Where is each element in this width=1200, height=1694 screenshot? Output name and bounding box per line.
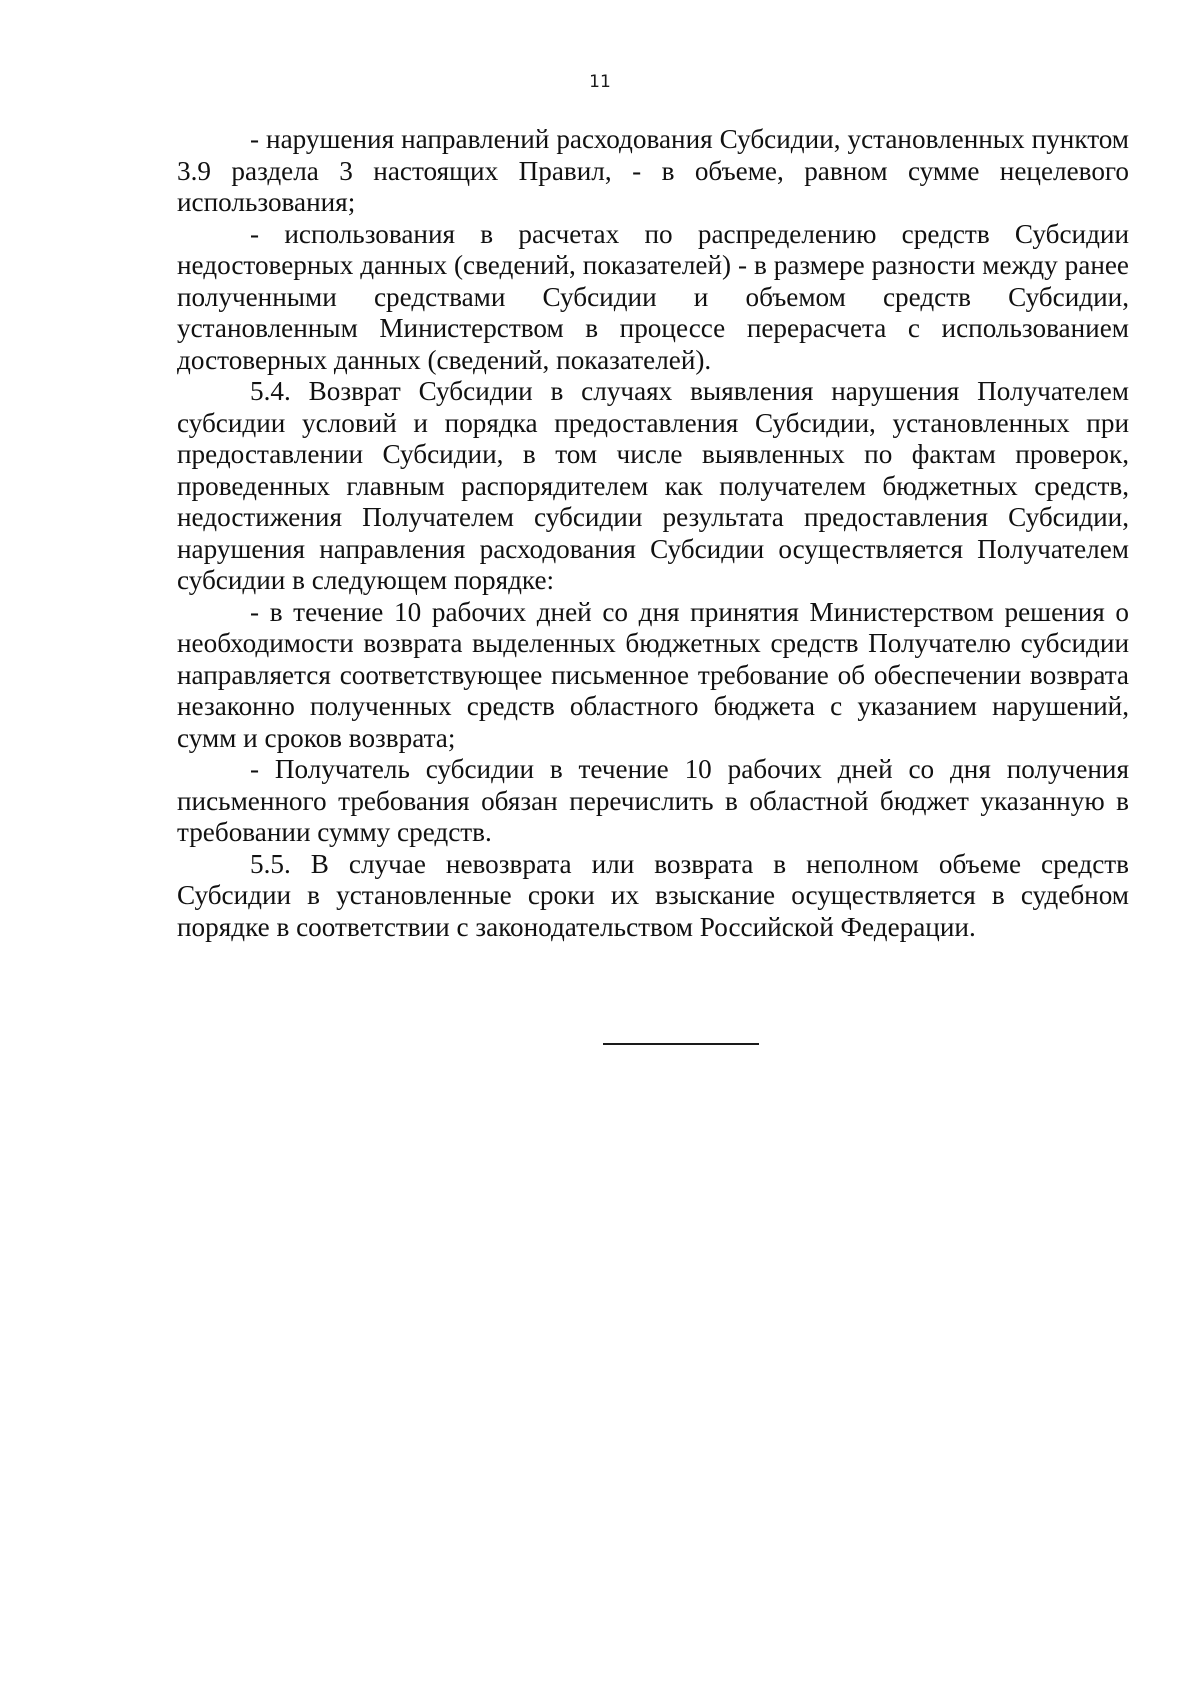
closing-divider-line (603, 1043, 759, 1045)
page-number: 11 (589, 72, 611, 92)
paragraph-5-4-return-procedure: 5.4. Возврат Субсидии в случаях выявления нарушения Получателем субсидии условий и порядка предоставления Субсидии, установленных при предоставлении Субсидии, в том числе выявленных по фактам проверок, проведенных главным распорядителем как получателем бюджетных средств, недостижения Получателем субсидии результата предоставления Субсидии, нарушения направления расходования Субсидии осуществляется Получателем субсидии в следующем порядке: (177, 376, 1129, 595)
paragraph-5-5-court-recovery: 5.5. В случае невозврата или возврата в неполном объеме средств Субсидии в установленные сроки их взыскание осуществляется в судебном порядке в соответствии с законодательством Российской Федерации. (177, 848, 1129, 942)
paragraph-misuse-directions: - нарушения направлений расходования Субсидии, установленных пунктом 3.9 раздела 3 настоящих Правил, - в объеме, равном сумме нецелевого использования; (177, 124, 1129, 217)
paragraph-unreliable-data: - использования в расчетах по распределению средств Субсидии недостоверных данных (сведений, показателей) - в размере разности между ранее полученными средствами Субсидии и объемом средств Субсидии, установленным Министерством в процессе перерасчета с использованием достоверных данных (сведений, показателей). (177, 218, 1129, 375)
paragraph-recipient-transfer: - Получатель субсидии в течение 10 рабочих дней со дня получения письменного требования обязан перечислить в областной бюджет указанную в требовании сумму средств. (177, 754, 1129, 847)
paragraph-written-demand: - в течение 10 рабочих дней со дня принятия Министерством решения о необходимости возврата выделенных бюджетных средств Получателю субсидии направляется соответствующее письменное требование об обеспечении возврата незаконно полученных средств областного бюджета с указанием нарушений, сумм и сроков возврата; (177, 596, 1129, 753)
document-body (177, 124, 1129, 943)
